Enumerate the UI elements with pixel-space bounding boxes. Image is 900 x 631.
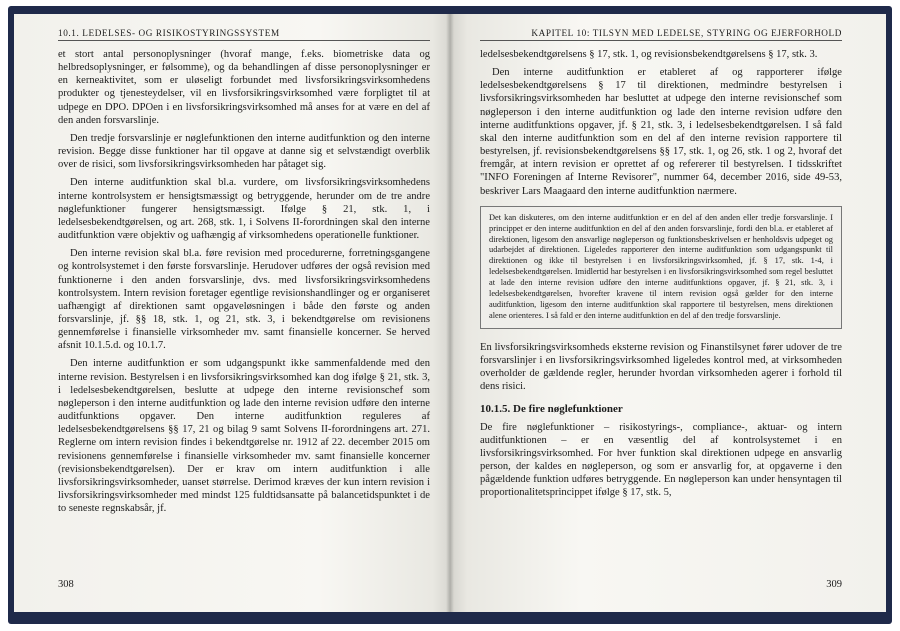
running-header-right: KAPITEL 10: TILSYN MED LEDELSE, STYRING OG EJERFORHOLD xyxy=(480,28,842,41)
right-page xyxy=(450,14,886,612)
paragraph: Den interne auditfunktion skal bl.a. vurdere, om livsforsikringsvirksomhedens interne kontrolsystem er hensigtsmæssigt og betryggende, herunder om de tre andre nøglefunktioner fungerer hensigtsmæssigt. Ifølge § 21, stk. 1, i ledelsesbekendtgørelsen, og art. 268, stk. 1, i Solvens II-forordningen skal den interne auditfunktion være objektiv og uafhængig af virksomhedens operationelle funktioner. xyxy=(58,177,430,242)
book-gutter xyxy=(446,14,454,612)
running-header-left: 10.1. LEDELSES- OG RISIKOSTYRINGSSYSTEM xyxy=(58,28,430,41)
page-number-right: 309 xyxy=(826,579,842,590)
paragraph: Den interne revision skal bl.a. føre revision med procedurerne, forretningsgangene og kontrolsystemet i den første forsvarslinje. Herudover udføres der også revision med funktionerne i den anden forsvarslinje, dvs. med livsforsikringsvirksomhedens kontrolsystem. Intern revision foretager egentlige revisionshandlinger og er organiseret uafhængigt af direktionen samt opgaveløsningen i både den første og anden forsvarslinje, jf. §§ 18, stk. 1, og 21, stk. 3, i bekendtgørelse om revisionens gennemførelse i finansielle virksomheder mv. samt finansielle koncerner. Se herved afsnit 10.1.5.d. og 10.1.7. xyxy=(58,248,430,352)
paragraph: Den interne auditfunktion er etableret af og rapporterer ifølge ledelsesbekendtgørelsens § 17 til direktionen, medmindre bestyrelsen i livsforsikringsvirksomheden har besluttet at udpege den interne revisionschef som nøgleperson i den interne auditfunktion og lade den interne revision udføre den interne auditfunktions opgaver, jf. § 21, stk. 3, i ledelsesbekendtgørelsen. I så fald skal den interne auditfunktion som en del af den interne revision rapportere til bestyrelsen, jf. revisionsbekendtgørelsens §§ 17, stk. 1, og 26, stk. 1 og 2, hvoraf det fremgår, at intern revision er oprettet af og refererer til bestyrelsen. I tidsskriftet "INFO Foreningen af Interne Revisorer", nummer 64, december 2016, side 49-53, beskriver Lars Maagaard den interne auditfunktion nærmere. xyxy=(480,67,842,197)
paragraph: ledelsesbekendtgørelsens § 17, stk. 1, og revisionsbekendtgørelsens § 17, stk. 3. xyxy=(480,49,818,60)
paragraph: De fire nøglefunktioner – risikostyrings-, compliance-, aktuar- og intern auditfunktionen – er en væsentlig del af kontrolsystemet i en livsforsikringsvirksomhed. For hver funktion skal direktionen udpege en ansvarlig person, der kaldes en nøgleperson, og som er ansvarlig for, at opgaverne i den pågældende funktion udføres betryggende. En nøgleperson kan under hensyntagen til proportionalitetsprincippet ifølge § 17, stk. 5, xyxy=(480,421,842,499)
section-heading: 10.1.5. De fire nøglefunktioner xyxy=(480,403,623,416)
right-body-text xyxy=(480,48,842,500)
page-number-left: 308 xyxy=(58,579,74,590)
paragraph: et stort antal personoplysninger (hvoraf mange, f.eks. biometriske data og helbredsoplysninger, er følsomme), og da behandlingen af disse personoplysninger er en kerneaktivitet, som er uløseligt forbundet med livsforsikringsvirksomhedens produkter og tjenesteydelser, vil en livsforsikringsvirksomhed være forpligtet til at udpege en DPO. DPOen i en livsforsikringsvirksomhed må anses for at være en del af den anden forsvarslinje. xyxy=(58,49,430,126)
paragraph: En livsforsikringsvirksomheds eksterne revision og Finanstilsynet fører udover de tre forsvarslinjer i en livsforsikringsvirksomhed ligeledes kontrol med, at virksomheden overholder de gældende regler, herunder hvordan virksomheden agerer i forhold til dens risici. xyxy=(480,341,842,393)
left-body-text xyxy=(58,48,430,515)
note-box: Det kan diskuteres, om den interne auditfunktion er en del af den anden eller tredje forsvarslinje. I princippet er den interne auditfunktion en del af den anden forsvarslinje, fordi den bl.a. er etableret af direktionen, ligesom den ansvarlige nøgleperson og funktionsbeskrivelsen er henholdsvis udpeget og udarbejdet af direktionen. Ligeledes rapporterer den interne auditfunktion som udgangspunkt til direktionen og ikke til bestyrelsen i en livsforsikringsvirksomhed, jf. § 17, stk. 1-4, i ledelsesbekendtgørelsen. Imidlertid har bestyrelsen i en livsforsikringsvirksomhed som regel besluttet at lade den interne revision udføre den interne auditfunktions opgaver, jf. § 21, stk. 3, i ledelsesbekendtgørelsen, hvorefter kravene til intern revision også gælder for den interne auditfunktion, ligesom den interne auditfunktion skal rapportere til bestyrelsen, mens direktionen alene orienteres. I så fald er den interne auditfunktion en del af den tredje forsvarslinje. xyxy=(480,206,842,329)
left-page xyxy=(14,14,450,612)
paragraph: Den tredje forsvarslinje er nøglefunktionen den interne auditfunktion og den interne revision. Begge disse funktioner har til opgave at danne sig et selvstændigt overblik over de risici, som livsforsikringsvirksomheden har påtaget sig. xyxy=(58,132,430,171)
paragraph: Den interne auditfunktion er som udgangspunkt ikke sammenfaldende med den interne revision. Bestyrelsen i en livsforsikringsvirksomhed kan dog ifølge § 21, stk. 3, i ledelsesbekendtgørelsen, beslutte at udpege den interne revisionschef som nøgleperson i den interne auditfunktion og lade den interne revision udføre den interne auditfunktions opgaver. Den interne auditfunktion reguleres af ledelsesbekendtgørelsens §§ 17, 21 og bilag 9 samt Solvens II-forordningens art. 271. Reglerne om intern revision findes i bekendtgørelse nr. 1912 af 22. december 2015 om revisionens gennemførelse i finansielle virksomheder mv. samt finansielle koncerner (revisionsbekendtgørelsen). Der er krav om intern auditfunktion i alle livsforsikringsvirksomheder, uanset størrelse. Derimod kræves der kun intern revision i livsforsikringsvirksomheder med mindst 125 fuldtidsansatte på balancetidspunktet i de to seneste regnskabsår, jf. xyxy=(58,358,430,515)
